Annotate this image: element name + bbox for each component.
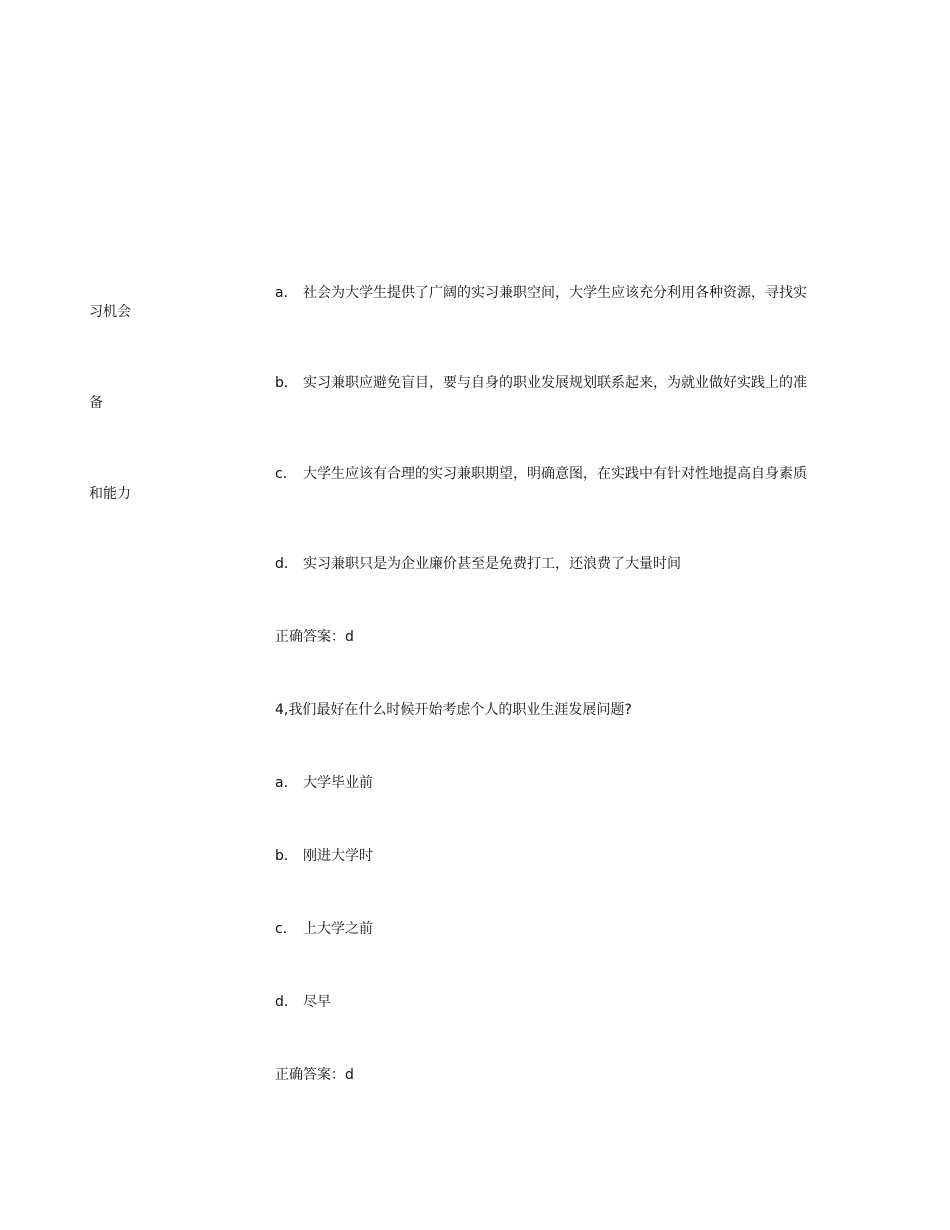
q3-option-c-continuation: 和能力 [89, 486, 131, 502]
option-letter: c． [275, 921, 297, 937]
q4-correct-answer: 正确答案：d [275, 1067, 354, 1083]
option-letter: b． [275, 848, 298, 864]
q4-option-d [275, 992, 331, 1012]
q3-option-c [275, 464, 807, 484]
option-text: 刚进大学时 [303, 848, 373, 864]
option-letter: a． [275, 285, 298, 301]
option-letter: d． [275, 556, 298, 572]
q3-option-a-continuation: 习机会 [89, 304, 131, 320]
q3-option-a [275, 283, 807, 303]
q3-option-d [275, 554, 681, 574]
option-letter: d． [275, 994, 298, 1010]
q3-option-b-continuation: 备 [89, 395, 103, 411]
option-text: 社会为大学生提供了广阔的实习兼职空间，大学生应该充分利用各种资源，寻找实 [303, 285, 807, 301]
q4-option-a [275, 773, 373, 793]
q4-question: 4,我们最好在什么时候开始考虑个人的职业生涯发展问题? [275, 702, 632, 718]
option-text: 上大学之前 [303, 921, 373, 937]
option-letter: b． [275, 375, 298, 391]
option-text: 实习兼职只是为企业廉价甚至是免费打工，还浪费了大量时间 [303, 556, 681, 572]
option-letter: a． [275, 775, 298, 791]
q4-option-b [275, 846, 373, 866]
q3-option-b [275, 373, 807, 393]
option-letter: c． [275, 466, 297, 482]
q3-correct-answer: 正确答案：d [275, 629, 354, 645]
option-text: 大学毕业前 [303, 775, 373, 791]
option-text: 实习兼职应避免盲目，要与自身的职业发展规划联系起来，为就业做好实践上的准 [303, 375, 807, 391]
option-text: 尽早 [303, 994, 331, 1010]
option-text: 大学生应该有合理的实习兼职期望，明确意图，在实践中有针对性地提高自身素质 [303, 466, 807, 482]
q4-option-c [275, 919, 373, 939]
